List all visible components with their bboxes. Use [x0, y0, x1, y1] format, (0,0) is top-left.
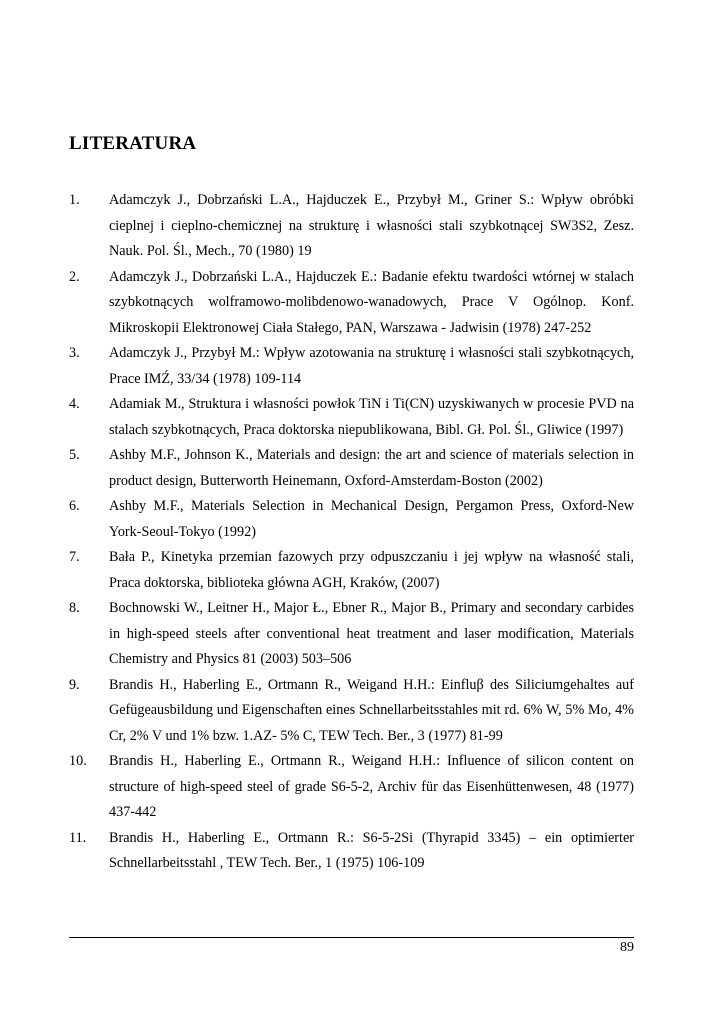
reference-number: 10.: [69, 753, 87, 769]
reference-number: 4.: [69, 396, 80, 412]
reference-item: [69, 265, 634, 342]
reference-text: Adamczyk J., Dobrzański L.A., Hajduczek E.: Badanie efektu twardości wtórnej w stalach szybkotnących wolframowo-molibdenowo-wanadowych, Prace V Ogólnop. Konf. Mikroskopii Elektronowej Ciała Stałego, PAN, Warszawa - Jadwisin (1978) 247-252: [109, 268, 634, 336]
page-title: LITERATURA: [69, 133, 197, 154]
reference-text: Ashby M.F., Materials Selection in Mechanical Design, Pergamon Press, Oxford-New York-Seoul-Tokyo (1992): [109, 498, 634, 540]
reference-item: [69, 443, 634, 494]
reference-item: [69, 749, 634, 826]
reference-text: Brandis H., Haberling E., Ortmann R.: S6-5-2Si (Thyrapid 3345) – ein optimierter Schnellarbeitsstahl , TEW Tech. Ber., 1 (1975) 106-109: [109, 829, 634, 871]
reference-text: Bała P., Kinetyka przemian fazowych przy odpuszczaniu i jej wpływ na własność stali, Praca doktorska, biblioteka główna AGH, Kraków, (2007): [109, 549, 634, 591]
reference-item: [69, 392, 634, 443]
page-number: 89: [620, 940, 634, 955]
reference-number: 7.: [69, 549, 80, 565]
reference-text: Adamczyk J., Przybył M.: Wpływ azotowania na strukturę i własności stali szybkotnących, Prace IMŹ, 33/34 (1978) 109-114: [109, 345, 634, 387]
reference-number: 2.: [69, 268, 80, 285]
reference-item: [69, 545, 634, 596]
reference-number: 5.: [69, 447, 80, 463]
reference-item: [69, 673, 634, 750]
footer-divider: [69, 937, 634, 938]
reference-text: Ashby M.F., Johnson K., Materials and design: the art and science of materials selection in product design, Butterworth Heinemann, Oxford-Amsterdam-Boston (2002): [109, 447, 634, 489]
reference-list: [69, 188, 634, 877]
reference-number: 3.: [69, 345, 80, 361]
reference-item: [69, 826, 634, 877]
reference-item: [69, 494, 634, 545]
reference-text: Brandis H., Haberling E., Ortmann R., Weigand H.H.: Einfluβ des Siliciumgehaltes auf Gefügeausbildung und Eigenschaften eines Schnellarbeitsstahles mit rd. 6% W, 5% Mo, 4% Cr, 2% V und 1% bzw. 1.AZ- 5% C, TEW Tech. Ber., 3 (1977) 81-99: [109, 676, 634, 744]
reference-text: Brandis H., Haberling E., Ortmann R., Weigand H.H.: Influence of silicon content on structure of high-speed steel of grade S6-5-2, Archiv für das Eisenhüttenwesen, 48 (1977) 437-442: [109, 753, 634, 820]
reference-number: 8.: [69, 600, 80, 616]
reference-number: 11.: [69, 829, 87, 846]
reference-number: 1.: [69, 192, 80, 208]
reference-item: [69, 596, 634, 673]
reference-text: Adamiak M., Struktura i własności powłok TiN i Ti(CN) uzyskiwanych w procesie PVD na stalach szybkotnących, Praca doktorska niepublikowana, Bibl. Gł. Pol. Śl., Gliwice (1997): [109, 396, 634, 438]
reference-text: Bochnowski W., Leitner H., Major Ł., Ebner R., Major B., Primary and secondary carbides in high-speed steels after conventional heat treatment and laser modification, Materials Chemistry and Physics 81 (2003) 503–506: [109, 600, 634, 667]
reference-number: 9.: [69, 676, 80, 693]
reference-item: [69, 188, 634, 265]
reference-item: [69, 341, 634, 392]
reference-number: 6.: [69, 498, 80, 514]
reference-text: Adamczyk J., Dobrzański L.A., Hajduczek E., Przybył M., Griner S.: Wpływ obróbki cieplnej i cieplno-chemicznej na strukturę i własności stali szybkotnącej SW3S2, Zesz. Nauk. Pol. Śl., Mech., 70 (1980) 19: [109, 192, 634, 259]
